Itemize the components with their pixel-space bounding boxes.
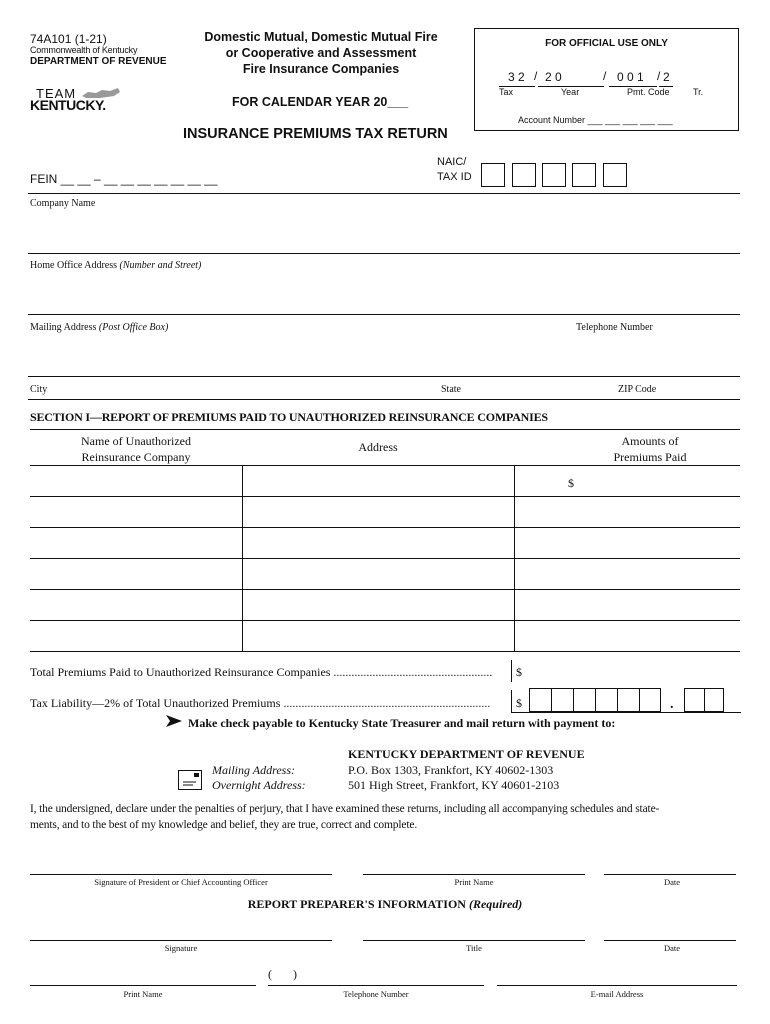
decimal-point: . xyxy=(670,697,674,712)
zip-label: ZIP Code xyxy=(618,384,657,395)
preparer-email-label: E-mail Address xyxy=(590,989,644,999)
company-name-field[interactable] xyxy=(28,253,740,254)
preparer-date-label: Date xyxy=(663,943,681,953)
year-code: 2 0 xyxy=(545,70,562,84)
naic-digit-box[interactable] xyxy=(481,163,505,187)
col-header-amount-line-2: Premiums Paid xyxy=(613,450,687,464)
slash-3: / xyxy=(657,69,661,83)
preparer-email-field[interactable] xyxy=(497,985,737,986)
total-dollar-sign: $ xyxy=(516,665,522,679)
city-label: City xyxy=(30,384,48,395)
arrow-icon xyxy=(165,714,183,728)
tax-liability-label: Tax Liability—2% of Total Unauthorized Premiums ..................................................................... xyxy=(30,696,491,710)
mailing-address-label xyxy=(30,322,168,333)
home-office-hint: (Number and Street) xyxy=(119,260,202,271)
pmt-code-label: Pmt. Code xyxy=(627,87,670,97)
divider xyxy=(28,193,740,194)
subtitle-line-3: Fire Insurance Companies xyxy=(242,62,400,76)
payment-instruction: Make check payable to Kentucky State Treasurer and mail return with payment to: xyxy=(188,716,616,730)
table-row[interactable] xyxy=(31,466,241,495)
overnight-address-caption: Overnight Address: xyxy=(212,778,306,792)
mailing-text: Mailing Address xyxy=(30,322,99,333)
naic-digit-box[interactable] xyxy=(603,163,627,187)
company-name-label: Company Name xyxy=(30,198,96,209)
preparer-heading-text: REPORT PREPARER'S INFORMATION xyxy=(247,897,469,911)
form-title: INSURANCE PREMIUMS TAX RETURN xyxy=(183,126,448,142)
home-office-label xyxy=(30,260,201,271)
preparer-phone-label: Telephone Number xyxy=(343,989,409,999)
preparer-date-field[interactable] xyxy=(604,940,736,941)
col-header-amount-line-1: Amounts of xyxy=(621,434,679,448)
mailing-address-value: P.O. Box 1303, Frankfort, KY 40602-1303 xyxy=(348,763,554,777)
slash-1: / xyxy=(534,69,538,83)
naic-line-2: TAX ID xyxy=(437,171,472,183)
preparer-title-field[interactable] xyxy=(363,940,585,941)
table-row[interactable] xyxy=(31,528,241,557)
declaration-line-2: ments, and to the best of my knowledge and belief, they are true, correct and complete. xyxy=(30,819,418,831)
table-row[interactable] xyxy=(31,497,241,526)
preparer-heading xyxy=(0,897,770,912)
preparer-title-label: Title xyxy=(466,943,482,953)
dept-name: KENTUCKY DEPARTMENT OF REVENUE xyxy=(348,747,585,761)
reinsurance-table xyxy=(30,429,740,653)
commonwealth-label: Commonwealth of Kentucky xyxy=(30,45,138,55)
mailing-address-caption: Mailing Address: xyxy=(212,763,295,777)
naic-digit-box[interactable] xyxy=(512,163,536,187)
col-header-address: Address xyxy=(358,440,398,454)
col-header-company xyxy=(30,433,242,465)
logo-team-text: TEAM xyxy=(36,86,77,101)
col-header-company-line-1: Name of Unauthorized xyxy=(81,434,191,448)
table-row[interactable] xyxy=(31,559,241,588)
fein-field[interactable]: FEIN __ __ – __ __ __ __ __ __ __ xyxy=(30,172,218,186)
state-label: State xyxy=(441,384,461,395)
preparer-print-name-label: Print Name xyxy=(123,989,163,999)
tax-code: 3 2 xyxy=(508,70,525,84)
slash-2: / xyxy=(603,69,607,83)
naic-digit-box[interactable] xyxy=(572,163,596,187)
mailing-address-field[interactable] xyxy=(28,376,740,377)
officer-signature-label: Signature of President or Chief Accounting Officer xyxy=(94,877,268,887)
section-1-heading: SECTION I—REPORT OF PREMIUMS PAID TO UNAUTHORIZED REINSURANCE COMPANIES xyxy=(30,410,548,424)
officer-print-name-field[interactable] xyxy=(363,874,585,875)
tax-liability-digits[interactable] xyxy=(529,688,661,712)
divider xyxy=(28,399,740,400)
col-header-company-line-2: Reinsurance Company xyxy=(81,450,191,464)
envelope-icon xyxy=(178,770,202,790)
calendar-year[interactable]: FOR CALENDAR YEAR 20___ xyxy=(232,95,409,109)
telephone-label: Telephone Number xyxy=(576,322,653,333)
year-label: Year xyxy=(561,87,580,97)
officer-date-label: Date xyxy=(663,877,681,887)
tax-label: Tax xyxy=(499,87,514,97)
tax-dollar-sign: $ xyxy=(516,696,522,710)
official-use-title: FOR OFFICIAL USE ONLY xyxy=(545,38,668,49)
official-use-box xyxy=(474,28,739,131)
form-subtitle xyxy=(190,29,452,77)
tax-liability-cents[interactable] xyxy=(684,688,724,712)
naic-digit-box[interactable] xyxy=(542,163,566,187)
preparer-print-name-field[interactable] xyxy=(30,985,256,986)
mailing-hint: (Post Office Box) xyxy=(98,322,169,333)
naic-line-1: NAIC/ xyxy=(437,156,467,168)
col-header-amount xyxy=(540,433,760,465)
overnight-address-value: 501 High Street, Frankfort, KY 40601-2103 xyxy=(348,778,560,792)
total-premiums-field[interactable] xyxy=(530,660,740,682)
preparer-signature-label: Signature xyxy=(164,943,198,953)
logo-kentucky-text: KENTUCKY. xyxy=(30,97,106,113)
preparer-required: (Required) xyxy=(468,897,523,911)
subtitle-line-2: or Cooperative and Assessment xyxy=(225,46,417,60)
form-number: 74A101 (1-21) xyxy=(30,32,107,46)
declaration-line-1: I, the undersigned, declare under the penalties of perjury, that I have examined these returns, including all accompanying schedules and state- xyxy=(30,803,660,815)
account-number: Account Number ___ ___ ___ ___ ___ xyxy=(518,115,673,125)
officer-date-field[interactable] xyxy=(604,874,736,875)
tr-label: Tr. xyxy=(693,87,704,97)
subtitle-line-1: Domestic Mutual, Domestic Mutual Fire xyxy=(204,30,438,44)
table-row[interactable] xyxy=(31,590,241,619)
total-premiums-label: Total Premiums Paid to Unauthorized Reinsurance Companies ..................................................... xyxy=(30,665,493,679)
department-label: DEPARTMENT OF REVENUE xyxy=(30,56,167,67)
home-office-field[interactable] xyxy=(28,314,740,315)
officer-print-name-label: Print Name xyxy=(454,877,494,887)
preparer-signature-field[interactable] xyxy=(30,940,332,941)
tr-code: 2 xyxy=(663,70,670,84)
team-kentucky-logo xyxy=(30,86,130,112)
dollar-sign: $ xyxy=(568,476,574,490)
preparer-phone-field[interactable] xyxy=(268,985,484,986)
home-office-text: Home Office Address xyxy=(30,260,120,271)
phone-area-code: ( ) xyxy=(268,967,297,981)
table-row[interactable] xyxy=(31,621,241,650)
declaration-text xyxy=(30,801,742,833)
pmt-code: 0 0 1 xyxy=(617,70,644,84)
naic-label xyxy=(437,155,472,185)
officer-signature-field[interactable] xyxy=(30,874,332,875)
